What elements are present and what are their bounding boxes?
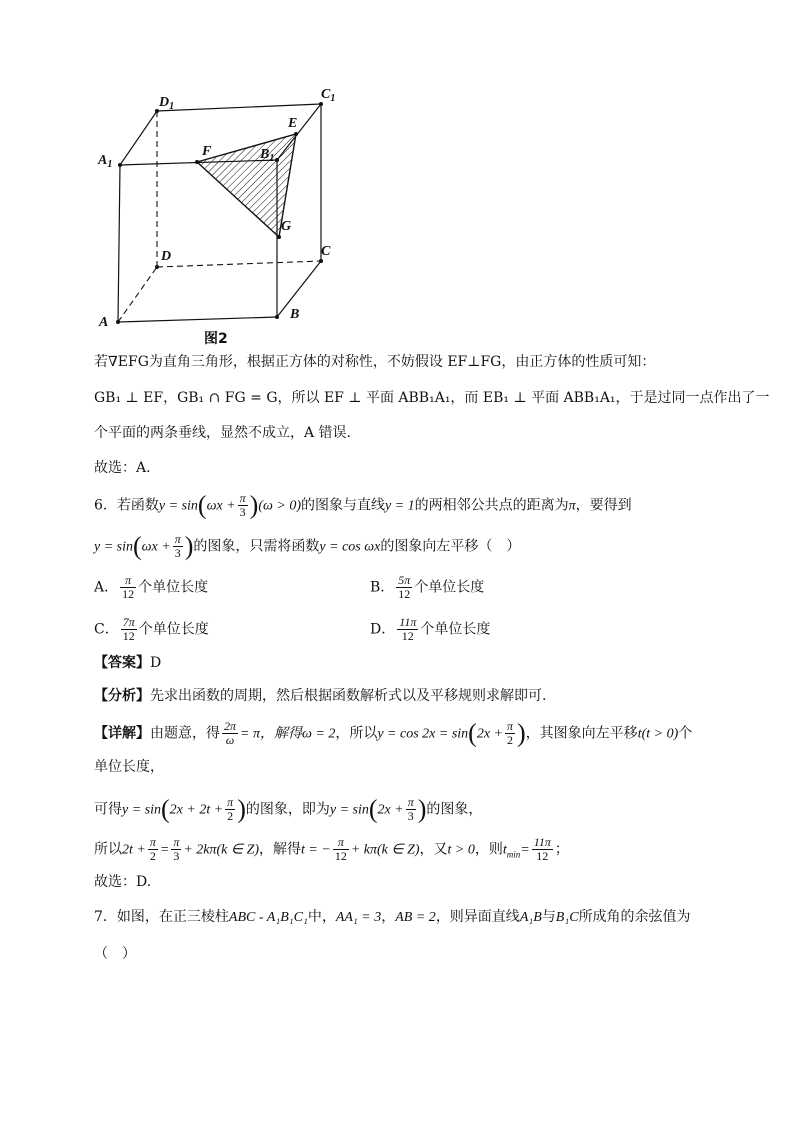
prev-line-3: 个平面的两条垂线，显然不成立，A 错误. <box>94 425 352 441</box>
q6-answer: 【答案】D <box>94 655 162 671</box>
label-d1: $D_1$ <box>159 95 175 112</box>
label-d: D <box>161 249 172 264</box>
q6-detail-line-2: 单位长度， <box>94 759 164 775</box>
edge-d-c <box>157 261 321 267</box>
q6-stem-line-2: y = sin(ωx + $\frac{\pi}{3}$ )的图象，只需将函数y = cos ωx的图象向左平移（ ） <box>94 531 521 561</box>
edge-a1-a <box>118 165 120 322</box>
q7-stem-line-1: 7．如图，在正三棱柱ABC - A₁B₁C₁中，AA₁ = 3，AB = 2，则异面直线A₁B与B₁C所成角的余弦值为 <box>94 909 691 925</box>
cube-diagram <box>95 80 345 350</box>
q6-detail-line-1: 【详解】由题意，得 $\frac{2\pi}{\omega}$ = π，解得ω = 2，所以y = cos 2x = sin(2x + $\frac{\pi}{2}$ )，其图象向左平移t(t > 0)个 <box>94 718 693 748</box>
label-a1: $A_1$ <box>98 153 113 170</box>
q6-detail-line-4: 所以2t + $\frac{\pi}{2}$ = $\frac{\pi}{3}$ + 2kπ(k ∈ Z)，解得t = − $\frac{\pi}{12}$ + kπ(k ∈ Z)，又t > 0，则$t_{min}=$ $\frac{11\pi}{12}$ ； <box>94 835 569 863</box>
q6-stem-line-1: 6．若函数y = sin(ωx + $\frac{\pi}{3}$ )(ω > 0)的图象与直线y = 1的两相邻公共点的距离为π，要得到 <box>94 490 632 520</box>
q6-analysis: 【分析】先求出函数的周期，然后根据函数解析式以及平移规则求解即可. <box>94 688 547 704</box>
label-a: A <box>99 315 109 330</box>
edge-a1-d1 <box>120 111 157 165</box>
q6-answer-final: 故选：D. <box>94 874 152 890</box>
q6-option-b[interactable]: B． $\frac{5\pi}{12}$ 个单位长度 <box>370 573 485 601</box>
prev-answer: 故选：A. <box>94 460 151 476</box>
label-c: C <box>321 244 331 259</box>
edge-d1-c1 <box>157 104 321 111</box>
label-c1: $C_1$ <box>321 87 336 104</box>
prev-line-1: 若∇EFG为直角三角形，根据正方体的对称性，不妨假设 EF⊥FG，由正方体的性质可知： <box>94 354 656 370</box>
q7-stem-line-2: （ ） <box>94 946 136 962</box>
q6-option-d[interactable]: D． $\frac{11\pi}{12}$ 个单位长度 <box>370 615 491 643</box>
label-b1: $B_1$ <box>260 147 275 164</box>
label-f: F <box>202 144 212 159</box>
figure-caption: 图2 <box>204 331 228 347</box>
edge-a-b <box>118 317 277 322</box>
edge-a-d <box>118 267 157 322</box>
label-e: E <box>288 116 298 131</box>
q6-option-a[interactable]: A． $\frac{\pi}{12}$ 个单位长度 <box>94 573 209 601</box>
q6-detail-line-3: 可得y = sin(2x + 2t + $\frac{\pi}{2}$ )的图象，即为y = sin(2x + $\frac{\pi}{3}$ )的图象， <box>94 794 483 824</box>
label-g: G <box>281 219 292 234</box>
prev-line-2: GB₁ ⊥ EF，GB₁ ∩ FG = G，所以 EF ⊥ 平面 ABB₁A₁，而 EB₁ ⊥ 平面 ABB₁A₁，于是过同一点作出了一 <box>94 390 770 406</box>
label-b: B <box>290 307 300 322</box>
q6-option-c[interactable]: C． $\frac{7\pi}{12}$ 个单位长度 <box>94 615 209 643</box>
cube-figure <box>95 80 345 350</box>
